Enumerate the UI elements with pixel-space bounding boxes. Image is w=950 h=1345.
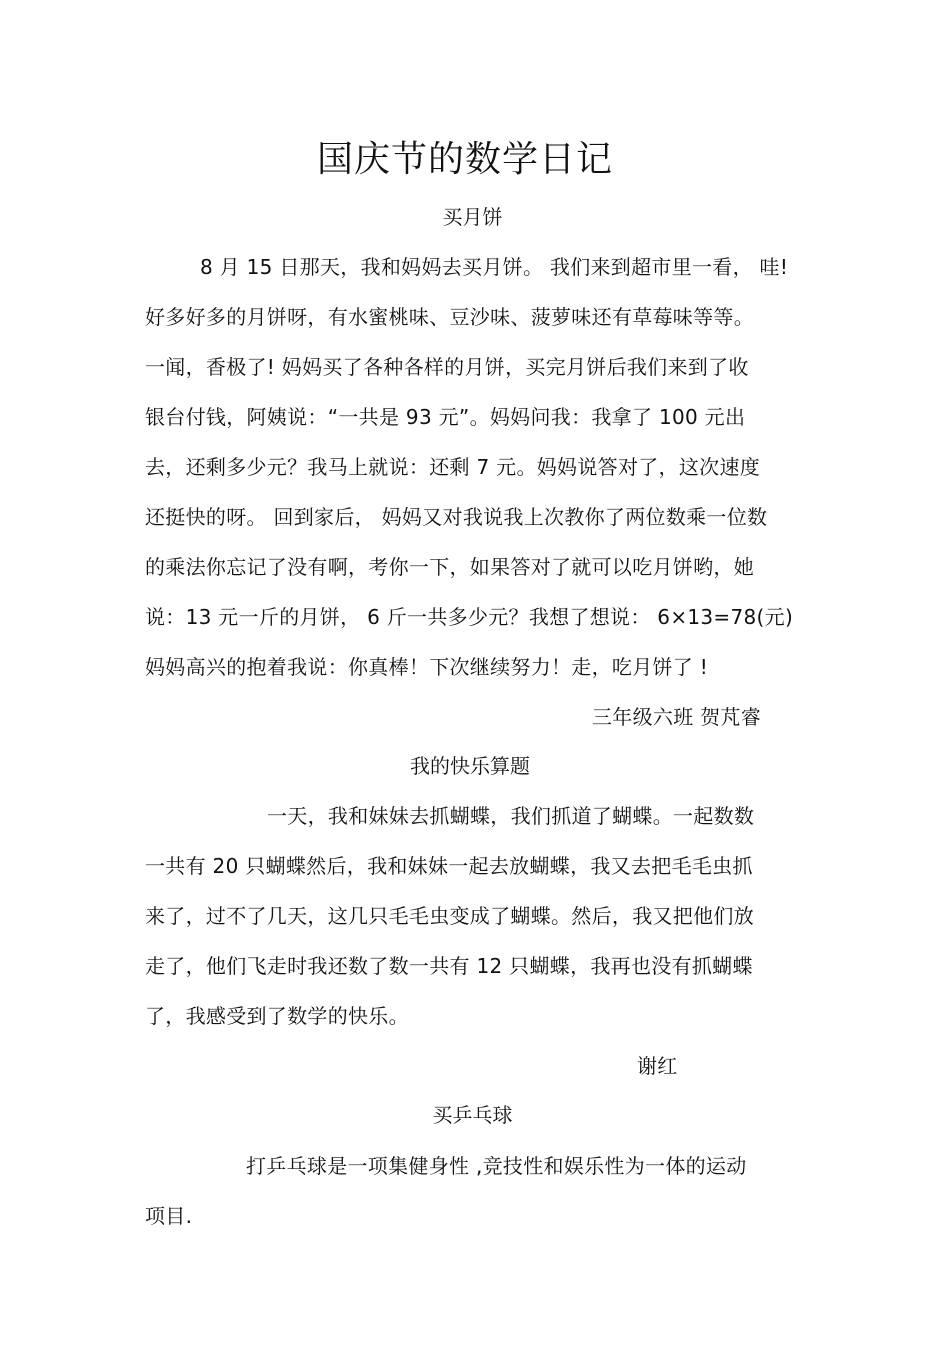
paragraph-line: 8 月 15 日那天，我和妈妈去买月饼。 我们来到超市里一看， 哇! (200, 255, 789, 279)
document-title: 国庆节的数学日记 (316, 139, 613, 180)
paragraph-line: 一闻，香极了! 妈妈买了各种各样的月饼，买完月饼后我们来到了收 (145, 355, 749, 379)
paragraph-line: 一天，我和妹妹去抓蝴蝶，我们抓道了蝴蝶。一起数数 (267, 804, 755, 828)
paragraph-line: 说：13 元一斤的月饼， 6 斤一共多少元？我想了想说： 6×13=78(元) (145, 605, 794, 629)
paragraph-line: 打乒乓球是一项集健身性 ,竞技性和娱乐性为一体的运动 (246, 1154, 747, 1178)
section-heading: 我的快乐算题 (410, 754, 530, 778)
section-heading: 买月饼 (442, 205, 503, 229)
paragraph-line: 来了，过不了几天，这几只毛毛虫变成了蝴蝶。然后，我又把他们放 (145, 904, 754, 928)
paragraph-line: 走了，他们飞走时我还数了数一共有 12 只蝴蝶，我再也没有抓蝴蝶 (145, 954, 753, 978)
author-signature: 三年级六班 贺芃睿 (592, 705, 762, 729)
section-heading: 买乒乓球 (432, 1103, 513, 1127)
paragraph-line: 的乘法你忘记了没有啊，考你一下，如果答对了就可以吃月饼哟，她 (145, 555, 754, 579)
paragraph-line: 好多好多的月饼呀，有水蜜桃味、豆沙味、菠萝味还有草莓味等等。 (145, 305, 754, 329)
author-signature: 谢红 (637, 1054, 678, 1078)
paragraph-line: 了，我感受到了数学的快乐。 (145, 1004, 409, 1028)
paragraph-line: 银台付钱，阿姨说：“一共是 93 元”。妈妈问我：我拿了 100 元出 (145, 405, 746, 429)
paragraph-line: 项目. (145, 1204, 193, 1228)
paragraph-line: 去，还剩多少元？我马上就说：还剩 7 元。妈妈说答对了，这次速度 (145, 455, 761, 479)
paragraph-line: 妈妈高兴的抱着我说：你真棒！下次继续努力！走，吃月饼了 ! (145, 655, 709, 679)
paragraph-line: 一共有 20 只蝴蝶然后，我和妹妹一起去放蝴蝶，我又去把毛毛虫抓 (145, 854, 753, 878)
paragraph-line: 还挺快的呀。 回到家后， 妈妈又对我说我上次教你了两位数乘一位数 (145, 505, 768, 529)
